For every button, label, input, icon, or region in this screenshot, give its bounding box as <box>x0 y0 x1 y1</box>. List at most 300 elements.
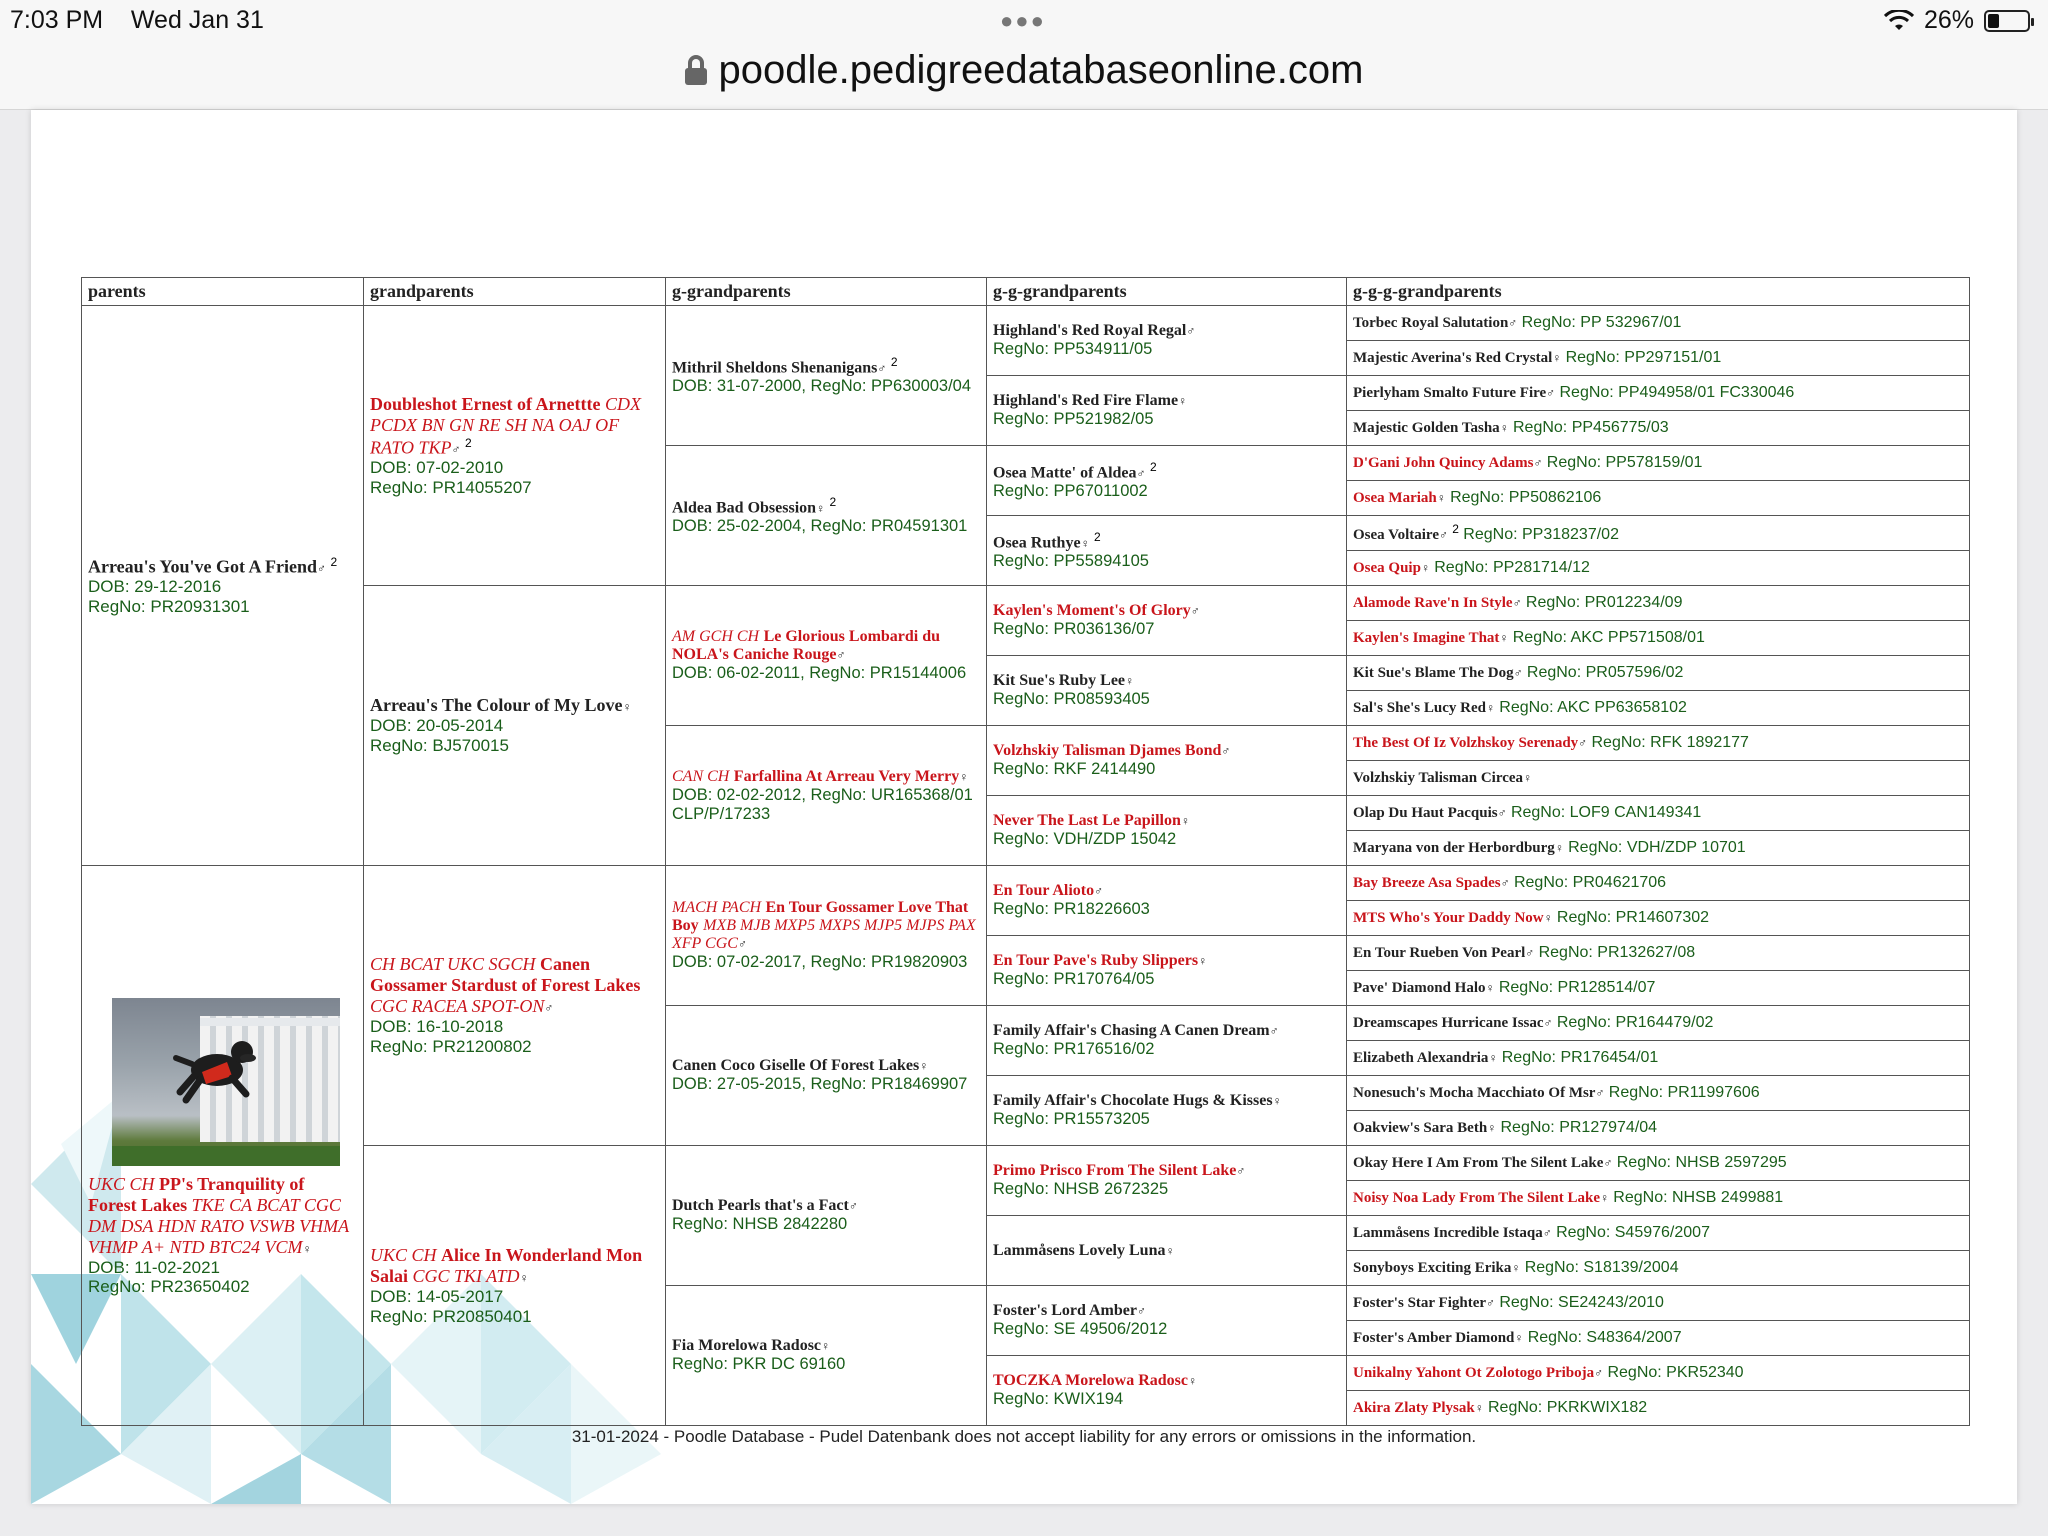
dog-name-line <box>1353 909 1963 927</box>
dog-name-link[interactable]: Osea Mariah <box>1353 489 1437 506</box>
dog-name-link[interactable]: En Tour Pave's Ruby Slippers <box>993 952 1199 970</box>
dog-name-link[interactable]: Lammåsens Lovely Luna <box>993 1241 1166 1259</box>
multitasking-dots-icon[interactable]: ●●● <box>1000 8 1046 33</box>
female-symbol-icon: ♀ <box>302 1241 312 1256</box>
male-symbol-icon: ♂ <box>317 561 326 576</box>
female-symbol-icon: ♀ <box>1514 1330 1524 1345</box>
female-symbol-icon: ♀ <box>1180 814 1190 829</box>
dog-name-line <box>672 628 980 664</box>
dog-name-line <box>1353 944 1963 962</box>
dog-name-link[interactable]: Akira Zlaty Plysak <box>1353 1399 1475 1416</box>
dog-name-link[interactable]: Highland's Red Royal Regal <box>993 322 1187 340</box>
title-prefix: UKC CH <box>88 1173 155 1194</box>
dog-name-link[interactable]: Okay Here I Am From The Silent Lake <box>1353 1154 1604 1171</box>
dog-name-link[interactable]: Primo Prisco From The Silent Lake <box>993 1162 1237 1180</box>
dog-name-line <box>993 530 1340 552</box>
male-symbol-icon: ♂ <box>1512 595 1522 610</box>
dog-name-link[interactable]: Pierlyham Smalto Future Fire <box>1353 384 1547 401</box>
title-prefix: UKC CH <box>370 1244 437 1265</box>
dog-regno: RegNo: RFK 1892177 <box>1591 733 1749 751</box>
dog-name-line <box>1353 1364 1963 1382</box>
dog-name-link[interactable]: Osea Voltaire <box>1353 526 1439 543</box>
dog-name-line <box>370 394 659 458</box>
g-g-g-grandparent-cell <box>1347 1356 1970 1391</box>
male-symbol-icon: ♂ <box>1603 1155 1613 1170</box>
male-symbol-icon: ♂ <box>1508 315 1518 330</box>
dog-regno: RegNo: PP281714/12 <box>1434 558 1590 576</box>
url-text: poodle.pedigreedatabaseonline.com <box>718 48 1364 92</box>
dog-name-link[interactable]: Dreamscapes Hurricane Issac <box>1353 1014 1544 1031</box>
dog-regno: RegNo: PP521982/05 <box>993 410 1154 429</box>
dog-regno: RegNo: PR057596/02 <box>1526 663 1684 681</box>
dog-name-link[interactable]: Volzhskiy Talisman Circea <box>1353 770 1524 786</box>
lock-icon <box>685 55 707 85</box>
dog-regno: RegNo: PP55894105 <box>993 552 1149 571</box>
dog-name-link[interactable]: Canen Coco Giselle Of Forest Lakes <box>672 1057 920 1075</box>
g-grandparent-cell <box>666 1146 987 1286</box>
male-symbol-icon: ♂ <box>1525 945 1535 960</box>
dog-regno: RegNo: PP578159/01 <box>1546 453 1703 471</box>
female-symbol-icon: ♀ <box>816 501 826 516</box>
g-g-g-grandparent-cell <box>1347 1321 1970 1356</box>
dog-dob-regno: DOB: 31-07-2000, RegNo: PP630003/04 <box>672 377 972 396</box>
dog-name-link[interactable]: Torbec Royal Salutation <box>1353 314 1509 331</box>
dog-name-line <box>1353 664 1963 682</box>
g-g-g-grandparent-cell <box>1347 621 1970 656</box>
g-g-grandparent-cell <box>987 656 1347 726</box>
female-symbol-icon: ♀ <box>1511 1260 1521 1275</box>
dog-regno: RegNo: SE 49506/2012 <box>993 1320 1168 1339</box>
dog-regno: RegNo: PR164479/02 <box>1556 1013 1714 1031</box>
dog-name-link[interactable]: The Best Of Iz Volzhskoy Serenady <box>1353 734 1579 751</box>
dog-regno: RegNo: PR14607302 <box>1556 908 1710 926</box>
dog-name-link[interactable]: TOCZKA Morelowa Radosc <box>993 1372 1188 1390</box>
female-symbol-icon: ♀ <box>1554 840 1564 855</box>
dog-regno: RegNo: PR132627/08 <box>1538 943 1696 961</box>
dog-name-link[interactable]: En Tour Rueben Von Pearl <box>1353 944 1526 961</box>
grandparent-cell <box>364 586 666 866</box>
title-prefix: MACH PACH <box>672 899 762 917</box>
pedigree-row <box>82 1146 1970 1181</box>
dog-name-link[interactable]: Alice In Wonderland Mon Salai <box>370 1244 643 1286</box>
dog-name-line <box>672 495 980 517</box>
pedigree-table <box>81 277 1970 1426</box>
male-symbol-icon: ♂ <box>737 937 747 952</box>
dog-name-line <box>1353 1049 1963 1067</box>
g-g-g-grandparent-cell <box>1347 1216 1970 1251</box>
dog-name-line <box>1353 384 1963 402</box>
g-g-g-grandparent-cell <box>1347 376 1970 411</box>
dog-name-link[interactable]: Maryana von der Herbordburg <box>1353 839 1555 856</box>
dog-regno: RegNo: PKR52340 <box>1607 1363 1744 1381</box>
status-indicators <box>1884 6 2030 35</box>
g-grandparent-cell <box>666 306 987 446</box>
title-prefix: CAN CH <box>672 767 730 785</box>
dog-name-line <box>1353 1399 1963 1417</box>
grandparent-cell <box>364 866 666 1146</box>
battery-percent: 26% <box>1923 6 1974 34</box>
female-symbol-icon: ♀ <box>519 1270 529 1285</box>
litter-count: 2 <box>1149 459 1157 474</box>
female-symbol-icon: ♀ <box>1165 1243 1175 1258</box>
g-g-g-grandparent-cell <box>1347 411 1970 446</box>
female-symbol-icon: ♀ <box>1499 630 1509 645</box>
dog-regno: RegNo: PR08593405 <box>993 690 1150 709</box>
male-symbol-icon: ♂ <box>1546 385 1556 400</box>
female-symbol-icon: ♀ <box>1552 350 1562 365</box>
pedigree-header-row <box>82 278 1970 306</box>
dog-name-link[interactable]: Foster's Star Fighter <box>1353 1294 1487 1311</box>
dog-name-link[interactable]: Majestic Golden Tasha <box>1353 419 1500 436</box>
male-symbol-icon: ♂ <box>836 648 846 663</box>
dog-name-link[interactable]: Kit Sue's Blame The Dog <box>1353 664 1514 681</box>
g-g-grandparent-cell <box>987 516 1347 586</box>
dog-name-line <box>1353 314 1963 332</box>
dog-name-line <box>1353 699 1963 717</box>
dog-regno: RegNo: VDH/ZDP 10701 <box>1568 838 1746 856</box>
dog-regno: RegNo: PP50862106 <box>1450 488 1602 506</box>
female-symbol-icon: ♀ <box>1499 420 1509 435</box>
g-g-g-grandparent-cell <box>1347 901 1970 936</box>
male-symbol-icon: ♂ <box>1486 1295 1496 1310</box>
g-g-g-grandparent-cell <box>1347 726 1970 761</box>
g-g-grandparent-cell <box>987 796 1347 866</box>
g-g-grandparent-cell <box>987 306 1347 376</box>
dog-name-line <box>993 1022 1340 1040</box>
dog-name-line <box>370 954 659 1017</box>
g-g-g-grandparent-cell <box>1347 1006 1970 1041</box>
dog-dob-regno: DOB: 27-05-2015, RegNo: PR18469907 <box>672 1075 968 1094</box>
g-g-g-grandparent-cell <box>1347 446 1970 481</box>
dog-name-line <box>1353 454 1963 472</box>
dog-name-link[interactable]: Unikalny Yahont Ot Zolotogo Priboja <box>1353 1364 1595 1381</box>
jumping-poodle-image <box>172 1032 262 1106</box>
g-g-grandparent-cell <box>987 866 1347 936</box>
dog-name-line <box>993 952 1340 970</box>
litter-count: 2 <box>890 354 898 369</box>
g-g-g-grandparent-cell <box>1347 1041 1970 1076</box>
pedigree-row <box>82 866 1970 901</box>
female-symbol-icon: ♀ <box>1485 980 1495 995</box>
g-g-g-grandparent-cell <box>1347 306 1970 341</box>
female-symbol-icon: ♀ <box>1080 536 1090 551</box>
male-symbol-icon: ♂ <box>1438 527 1448 542</box>
g-g-grandparent-cell <box>987 1216 1347 1286</box>
dog-regno: RegNo: PR18226603 <box>993 900 1150 919</box>
dog-name-line <box>1353 734 1963 752</box>
web-page <box>31 110 2017 1504</box>
female-symbol-icon: ♀ <box>959 769 969 784</box>
g-g-grandparent-cell <box>987 726 1347 796</box>
g-g-grandparent-cell <box>987 1356 1347 1426</box>
male-symbol-icon: ♂ <box>1595 1085 1605 1100</box>
dog-regno: RegNo: PR23650402 <box>88 1277 250 1297</box>
dog-name-link[interactable]: PP's Tranquility of Forest Lakes <box>88 1173 305 1215</box>
dog-name-link[interactable]: D'Gani John Quincy Adams <box>1353 454 1534 471</box>
g-g-grandparent-cell <box>987 1076 1347 1146</box>
dog-name-link[interactable]: Lammåsens Incredible Istaqa <box>1353 1224 1543 1241</box>
dog-dob-regno: DOB: 07-02-2017, RegNo: PR19820903 <box>672 953 968 972</box>
dog-regno: RegNo: PR176454/01 <box>1501 1048 1659 1066</box>
dog-name-line <box>1353 874 1963 892</box>
g-g-g-grandparent-cell <box>1347 831 1970 866</box>
dog-name-link[interactable]: Alamode Rave'n In Style <box>1353 594 1513 611</box>
g-g-g-grandparent-cell <box>1347 1076 1970 1111</box>
dog-name-link[interactable]: Canen Gossamer Stardust of Forest Lakes <box>370 954 641 996</box>
male-symbol-icon: ♂ <box>1221 744 1231 759</box>
g-g-g-grandparent-cell <box>1347 551 1970 586</box>
title-prefix: CH BCAT UKC SGCH <box>370 954 536 975</box>
dog-name-line <box>88 1174 357 1258</box>
dog-regno: RegNo: KWIX194 <box>993 1390 1124 1409</box>
dog-name-link[interactable]: Kaylen's Imagine That <box>1353 629 1500 646</box>
dog-regno: RegNo: NHSB 2672325 <box>993 1180 1169 1199</box>
dog-name-line <box>993 460 1340 482</box>
g-g-grandparent-cell <box>987 446 1347 516</box>
g-g-g-grandparent-cell <box>1347 936 1970 971</box>
g-g-grandparent-cell <box>987 1006 1347 1076</box>
dog-name-line <box>1353 769 1963 787</box>
male-symbol-icon: ♂ <box>1533 455 1543 470</box>
dog-name-line <box>88 555 357 577</box>
dog-name-line <box>1353 1084 1963 1102</box>
dog-name-line <box>993 882 1340 900</box>
dog-regno: RegNo: PR20850401 <box>370 1306 532 1326</box>
dog-name-link[interactable]: Arreau's You've Got A Friend <box>88 556 317 577</box>
disclaimer-footer: 31-01-2024 - Poodle Database - Pudel Datenbank does not accept liability for any errors or omissions in the information. <box>571 1427 1477 1446</box>
dog-name-link[interactable]: Elizabeth Alexandria <box>1353 1049 1489 1066</box>
female-symbol-icon: ♀ <box>1125 674 1135 689</box>
male-symbol-icon: ♂ <box>1094 884 1104 899</box>
dog-name-link[interactable]: Olap Du Haut Pacquis <box>1353 804 1498 821</box>
g-grandparent-cell <box>666 1286 987 1426</box>
dog-regno: RegNo: RKF 2414490 <box>993 760 1156 779</box>
g-grandparent-cell <box>666 866 987 1006</box>
dog-regno: RegNo: SE24243/2010 <box>1499 1293 1664 1311</box>
dog-dob: DOB: 07-02-2010 <box>370 458 504 478</box>
dog-regno: RegNo: NHSB 2597295 <box>1616 1153 1787 1171</box>
dog-name-link[interactable]: Doubleshot Ernest of Arnettte <box>370 393 601 414</box>
dog-name-line <box>370 695 659 716</box>
g-g-g-grandparent-cell <box>1347 761 1970 796</box>
dog-dob-regno: DOB: 02-02-2012, RegNo: UR165368/01 CLP/P/17233 <box>672 785 973 823</box>
dog-name-line <box>1353 1329 1963 1347</box>
dog-regno: RegNo: PR21200802 <box>370 1037 532 1056</box>
dog-dob: DOB: 14-05-2017 <box>370 1286 504 1306</box>
litter-count: 2 <box>330 554 338 569</box>
g-g-g-grandparent-cell <box>1347 1251 1970 1286</box>
dog-name-link[interactable]: Sonyboys Exciting Erika <box>1353 1259 1512 1276</box>
male-symbol-icon: ♂ <box>848 1199 858 1214</box>
g-g-g-grandparent-cell <box>1347 481 1970 516</box>
dog-name-link[interactable]: Le Glorious Lombardi du NOLA's Caniche Rouge <box>672 628 941 664</box>
dog-name-link[interactable]: Kaylen's Moment's Of Glory <box>993 602 1191 620</box>
dog-name-link[interactable]: MTS Who's Your Daddy Now <box>1353 909 1544 926</box>
dog-name-link[interactable]: Osea Matte' of Aldea <box>993 464 1137 482</box>
dog-name-link[interactable]: Majestic Averina's Red Crystal <box>1353 349 1553 366</box>
dog-name-link[interactable]: Oakview's Sara Beth <box>1353 1119 1488 1136</box>
dog-name-line <box>672 355 980 377</box>
litter-count: 2 <box>1452 521 1459 536</box>
male-symbol-icon: ♂ <box>1500 875 1510 890</box>
grandparent-cell <box>364 306 666 586</box>
g-g-grandparent-cell <box>987 376 1347 446</box>
dog-regno: RegNo: PP297151/01 <box>1565 348 1722 366</box>
female-symbol-icon: ♀ <box>1485 700 1495 715</box>
title-suffix: CGC TKI ATD <box>412 1265 520 1286</box>
dog-dob: DOB: 11-02-2021 <box>88 1257 220 1277</box>
g-g-g-grandparent-cell <box>1347 1146 1970 1181</box>
dog-photo[interactable] <box>112 998 340 1166</box>
female-symbol-icon: ♀ <box>1488 1050 1498 1065</box>
g-grandparent-cell <box>666 1006 987 1146</box>
female-symbol-icon: ♀ <box>1474 1400 1484 1415</box>
dog-name-line <box>1353 1154 1963 1172</box>
dog-name-link[interactable]: Nonesuch's Mocha Macchiato Of Msr <box>1353 1084 1596 1101</box>
dog-name-link[interactable]: Highland's Red Fire Flame <box>993 392 1179 410</box>
male-symbol-icon: ♂ <box>544 1001 554 1016</box>
dog-name-link[interactable]: Farfallina At Arreau Very Merry <box>733 767 960 785</box>
female-symbol-icon: ♀ <box>919 1059 929 1074</box>
dog-name-line <box>993 1092 1340 1110</box>
dog-regno: RegNo: PR170764/05 <box>993 970 1155 989</box>
dog-name-line <box>672 1337 980 1355</box>
dog-regno: RegNo: PP318237/02 <box>1463 525 1619 543</box>
dog-name-line <box>993 1302 1340 1320</box>
female-symbol-icon: ♀ <box>1436 490 1446 505</box>
g-g-g-grandparent-cell <box>1347 1181 1970 1216</box>
dog-regno: RegNo: PR11997606 <box>1608 1083 1760 1101</box>
dog-name-link[interactable]: Kit Sue's Ruby Lee <box>993 672 1126 690</box>
dog-regno: RegNo: PP456775/03 <box>1513 418 1669 436</box>
dog-regno: RegNo: NHSB 2499881 <box>1613 1188 1784 1206</box>
female-symbol-icon: ♀ <box>1543 910 1553 925</box>
g-g-grandparent-cell <box>987 586 1347 656</box>
title-prefix: AM GCH CH <box>672 628 760 646</box>
dog-name-line <box>993 1162 1340 1180</box>
dog-name-link[interactable]: En Tour Gossamer Love That Boy <box>672 899 969 935</box>
male-symbol-icon: ♂ <box>1186 324 1196 339</box>
dog-name-line <box>1353 1294 1963 1312</box>
male-symbol-icon: ♂ <box>1497 805 1507 820</box>
g-g-g-grandparent-cell <box>1347 691 1970 726</box>
dog-name-line <box>993 602 1340 620</box>
dog-name-link[interactable]: Noisy Noa Lady From The Silent Lake <box>1353 1189 1600 1206</box>
male-symbol-icon: ♂ <box>1190 604 1200 619</box>
dog-regno: RegNo: PR176516/02 <box>993 1040 1155 1059</box>
dog-name-line <box>1353 1119 1963 1137</box>
dog-dob: DOB: 20-05-2014 <box>370 716 504 736</box>
dog-name-line <box>993 742 1340 760</box>
dog-name-link[interactable]: En Tour Alioto <box>993 882 1095 900</box>
male-symbol-icon: ♂ <box>1542 1225 1552 1240</box>
male-symbol-icon: ♂ <box>877 361 887 376</box>
dog-name-line <box>993 672 1340 690</box>
g-g-g-grandparent-cell <box>1347 1286 1970 1321</box>
dog-name-link[interactable]: Foster's Lord Amber <box>993 1302 1137 1320</box>
dog-regno: RegNo: S45976/2007 <box>1556 1223 1710 1241</box>
dog-name-link[interactable]: Family Affair's Chasing A Canen Dream <box>993 1022 1270 1040</box>
dog-regno: RegNo: PKRKWIX182 <box>1488 1398 1648 1416</box>
dog-name-line <box>672 768 980 786</box>
dog-regno: RegNo: AKC PP63658102 <box>1499 698 1687 716</box>
dog-name-line <box>1353 522 1963 545</box>
dog-name-link[interactable]: Never The Last Le Papillon <box>993 812 1181 830</box>
dog-name-link[interactable]: Fia Morelowa Radosc <box>672 1337 822 1355</box>
dog-name-line <box>1353 419 1963 437</box>
dog-name-link[interactable]: Dutch Pearls that's a Fact <box>672 1197 849 1215</box>
dog-regno: RegNo: PP534911/05 <box>993 340 1153 359</box>
dog-name-link[interactable]: Volzhskiy Talisman Djames Bond <box>993 742 1222 760</box>
dog-name-line <box>1353 349 1963 367</box>
dog-regno: RegNo: PR127974/04 <box>1500 1118 1658 1136</box>
dog-name-line <box>672 1057 980 1075</box>
dog-regno: RegNo: LOF9 CAN149341 <box>1510 803 1702 821</box>
dog-name-line <box>993 1372 1340 1390</box>
female-symbol-icon: ♀ <box>1420 560 1430 575</box>
dog-name-link[interactable]: Osea Quip <box>1353 559 1421 576</box>
dog-name-line <box>1353 1014 1963 1032</box>
dog-name-link[interactable]: Mithril Sheldons Shenanigans <box>672 359 878 377</box>
dog-dob-regno: RegNo: NHSB 2842280 <box>672 1215 848 1234</box>
male-symbol-icon: ♂ <box>1269 1024 1279 1039</box>
dog-regno: RegNo: PP494958/01 FC330046 <box>1559 383 1795 401</box>
dog-name-link[interactable]: Arreau's The Colour of My Love <box>370 695 623 716</box>
g-g-g-grandparent-cell <box>1347 586 1970 621</box>
dog-name-line <box>1353 839 1963 857</box>
male-symbol-icon: ♂ <box>1136 466 1146 481</box>
grandparent-cell <box>364 1146 666 1426</box>
dog-dob-regno: RegNo: PKR DC 69160 <box>672 1355 846 1374</box>
dog-regno: RegNo: PP67011002 <box>993 482 1148 501</box>
female-symbol-icon: ♀ <box>622 700 632 715</box>
dog-name-link[interactable]: Bay Breeze Asa Spades <box>1353 874 1501 891</box>
g-g-g-grandparent-cell <box>1347 1111 1970 1146</box>
dog-name-link[interactable]: Foster's Amber Diamond <box>1353 1329 1515 1346</box>
pedigree-row <box>82 586 1970 621</box>
dog-regno: RegNo: S48364/2007 <box>1527 1328 1682 1346</box>
dog-name-link[interactable]: Pave' Diamond Halo <box>1353 979 1486 996</box>
title-suffix: CDX PCDX BN GN RE SH NA OAJ OF RATO TKP <box>370 393 641 458</box>
dog-dob: DOB: 29-12-2016 <box>88 577 222 597</box>
parent-cell <box>82 866 364 1426</box>
dog-name-line <box>993 392 1340 410</box>
dog-name-line <box>672 1197 980 1215</box>
dog-name-line <box>370 1245 659 1287</box>
status-and-address-bar <box>0 0 2048 110</box>
dog-name-line <box>1353 629 1963 647</box>
dog-name-line <box>1353 1224 1963 1242</box>
address-bar[interactable] <box>0 48 2048 93</box>
dog-regno: RegNo: PR012234/09 <box>1525 593 1683 611</box>
photo-grass <box>112 1146 340 1166</box>
dog-name-link[interactable]: Sal's She's Lucy Red <box>1353 699 1486 716</box>
dog-name-link[interactable]: Aldea Bad Obsession <box>672 499 817 517</box>
female-symbol-icon: ♀ <box>1187 1374 1197 1389</box>
female-symbol-icon: ♀ <box>1198 954 1208 969</box>
dog-name-line <box>993 812 1340 830</box>
female-symbol-icon: ♀ <box>821 1339 831 1354</box>
dog-name-link[interactable]: Osea Ruthye <box>993 534 1081 552</box>
litter-count: 2 <box>1094 529 1101 544</box>
pedigree-row <box>82 306 1970 341</box>
dog-regno: RegNo: S18139/2004 <box>1524 1258 1679 1276</box>
dog-regno: RegNo: BJ570015 <box>370 736 509 755</box>
dog-name-line <box>993 322 1340 340</box>
dog-name-link[interactable]: Family Affair's Chocolate Hugs & Kisses <box>993 1092 1273 1110</box>
status-time: 7:03 PM Wed Jan 31 <box>10 6 264 34</box>
g-g-g-grandparent-cell <box>1347 341 1970 376</box>
